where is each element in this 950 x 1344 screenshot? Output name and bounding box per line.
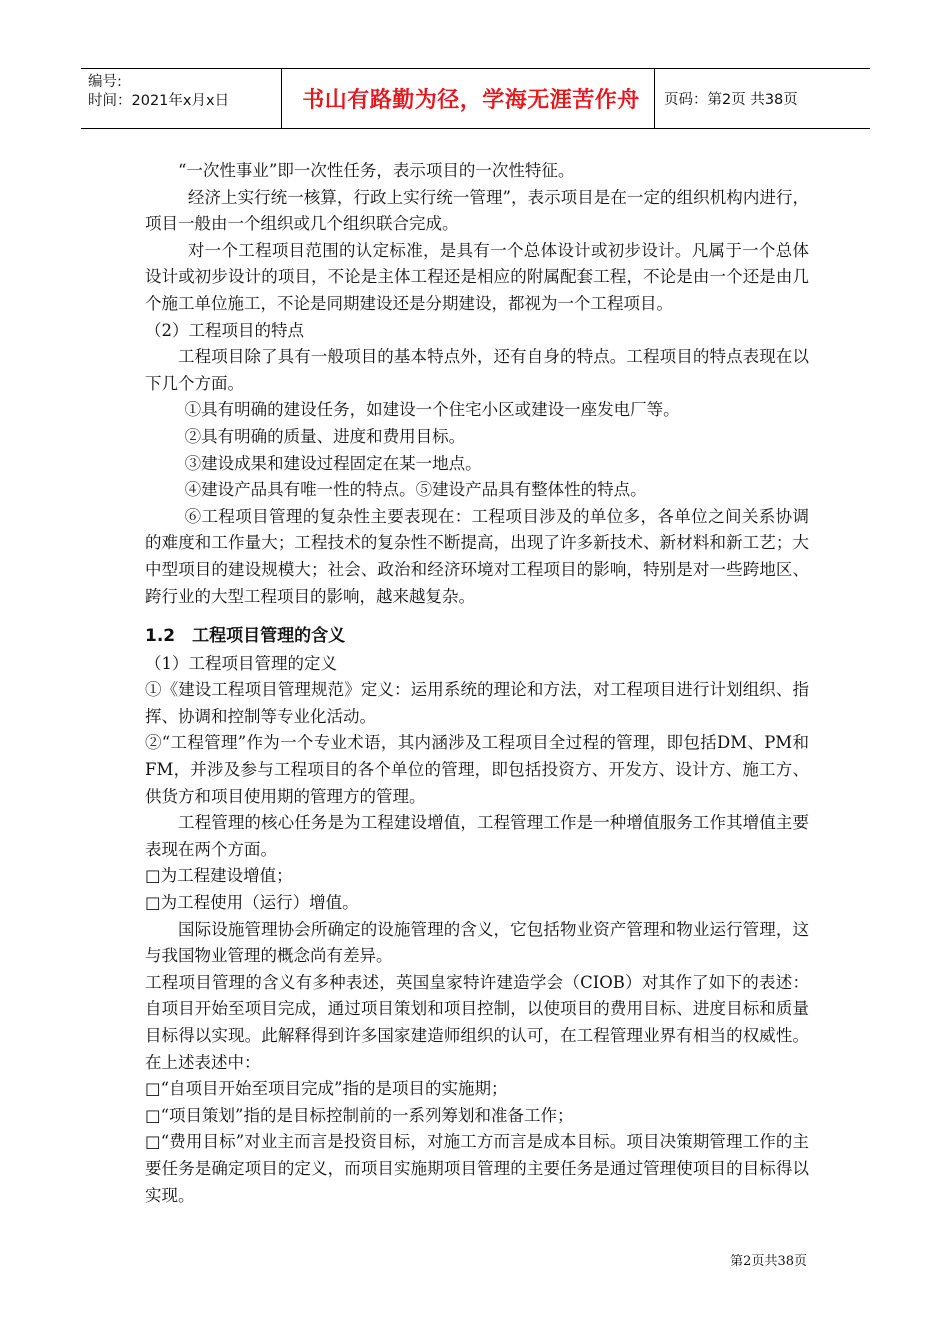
document-time-label: 时间：2021年x月x日 (88, 93, 230, 109)
paragraph: 工程管理的核心任务是为工程建设增值，工程管理工作是一种增值服务工作其增值主要表现在两个方面。 (145, 813, 809, 859)
bullet-item: □为工程使用（运行）增值。 (145, 893, 359, 913)
header-page-cell (655, 69, 870, 128)
subheading: （1）工程项目管理的定义 (145, 653, 337, 673)
bullet-item: □为工程建设增值； (145, 866, 293, 886)
paragraph: 工程项目除了具有一般项目的基本特点外，还有自身的特点。工程项目的特点表现在以下几个方面。 (145, 347, 809, 393)
paragraph: “一次性事业”即一次性任务，表示项目的一次性特征。 (178, 161, 575, 180)
paragraph: 经济上实行统一核算，行政上实行统一管理”，表示项目是在一定的组织机构内进行，项目一般由一个组织或几个组织联合完成。 (145, 187, 809, 234)
list-item: ③建设成果和建设过程固定在某一地点。 (184, 453, 482, 473)
header-motto-cell (282, 69, 655, 128)
footer-page-number: 第2页共38页 (730, 1254, 807, 1269)
document-body (145, 158, 809, 1209)
document-number-label: 编号: (88, 74, 122, 90)
section-heading: 1.2 工程项目管理的含义 (145, 626, 346, 647)
bullet-item: □“项目策划”指的是目标控制前的一系列筹划和准备工作； (145, 1105, 574, 1125)
list-item: ①具有明确的建设任务，如建设一个住宅小区或建设一座发电厂等。 (184, 400, 680, 420)
list-item: ④建设产品具有唯一性的特点。⑤建设产品具有整体性的特点。 (184, 480, 647, 500)
motto-text: 书山有路勤为径，学海无涯苦作舟 (302, 88, 640, 113)
document-header (81, 68, 870, 129)
subheading: （2）工程项目的特点 (145, 320, 304, 340)
bullet-item: □“自项目开始至项目完成”指的是项目的实施期； (145, 1079, 508, 1099)
header-page-info: 页码：第2页 共38页 (664, 92, 798, 108)
definition-item: ②“工程管理”作为一个专业术语，其内涵涉及工程项目全过程的管理，即包括DM、PM和FM，并涉及参与工程项目的各个单位的管理，即包括投资方、开发方、设计方、施工方、供货方和项目使用期的管理方的管理。 (145, 733, 809, 806)
bullet-item: □“费用目标”对业主而言是投资目标，对施工方而言是成本目标。项目决策期管理工作的主要任务是确定项目的定义，而项目实施期项目管理的主要任务是通过管理使项目的目标得以实现。 (145, 1132, 809, 1205)
page-footer (730, 1250, 807, 1269)
paragraph: 对一个工程项目范围的认定标准，是具有一个总体设计或初步设计。凡属于一个总体设计或初步设计的项目，不论是主体工程还是相应的附属配套工程，不论是由一个还是由几个施工单位施工，不论是同期建设还是分期建设，都视为一个工程项目。 (145, 240, 809, 313)
header-meta-cell (81, 69, 282, 128)
list-item: ②具有明确的质量、进度和费用目标。 (184, 426, 466, 446)
definition-item: ①《建设工程项目管理规范》定义：运用系统的理论和方法，对工程项目进行计划组织、指挥、协调和控制等专业化活动。 (145, 680, 809, 726)
list-item: ⑥工程项目管理的复杂性主要表现在：工程项目涉及的单位多，各单位之间关系协调的难度和工作量大；工程技术的复杂性不断提高，出现了许多新技术、新材料和新工艺；大中型项目的建设规模大；社会、政治和经济环境对工程项目的影响，特别是对一些跨地区、跨行业的大型工程项目的影响，越来越复杂。 (145, 506, 809, 606)
paragraph: 国际设施管理协会所确定的设施管理的含义，它包括物业资产管理和物业运行管理，这与我国物业管理的概念尚有差异。 (145, 919, 809, 966)
paragraph: 工程项目管理的含义有多种表述，英国皇家特许建造学会（CIOB）对其作了如下的表述：自项目开始至项目完成，通过项目策划和项目控制，以使项目的费用目标、进度目标和质量目标得以实现。此解释得到许多国家建造师组织的认可，在工程管理业界有相当的权威性。在上述表述中： (145, 972, 809, 1072)
